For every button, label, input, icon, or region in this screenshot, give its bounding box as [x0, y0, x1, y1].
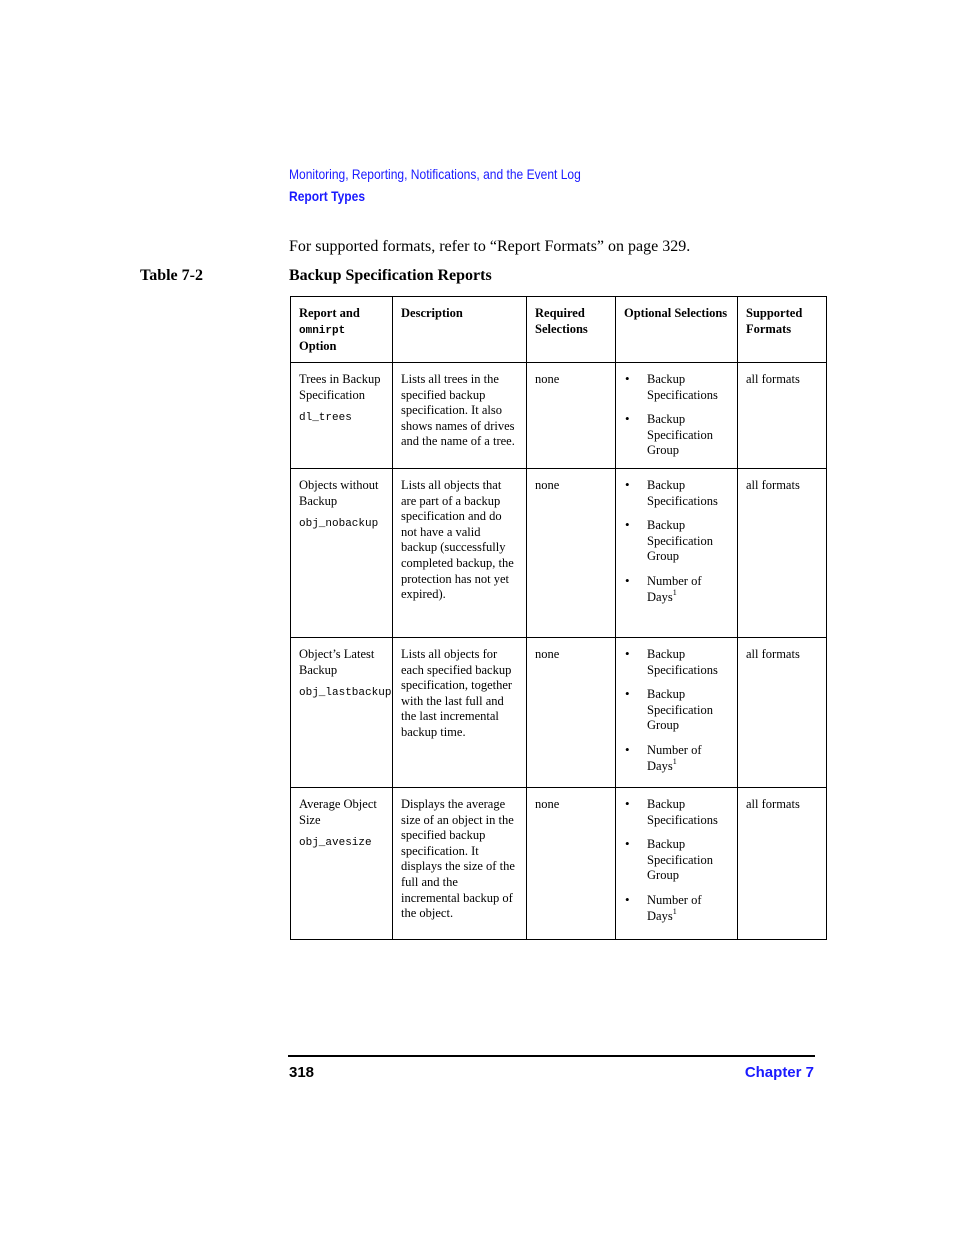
report-name-cell: [291, 469, 393, 638]
report-option-code: obj_avesize: [299, 837, 372, 850]
intro-paragraph: For supported formats, refer to “Report Formats” on page 329.: [289, 238, 691, 255]
optional-selection-text: Backup Specifications: [647, 372, 718, 402]
column-header-report-option: [291, 297, 393, 363]
optional-selections-list: [624, 478, 729, 605]
required-selections-cell: none: [527, 788, 616, 940]
footnote-marker: 1: [672, 587, 677, 597]
supported-formats-cell: all formats: [738, 638, 827, 788]
report-option-code: dl_trees: [299, 412, 352, 425]
optional-selections-cell: [616, 469, 738, 638]
table-row: [291, 469, 827, 638]
table-row: [291, 638, 827, 788]
optional-selection-text: Backup Specifications: [647, 647, 718, 677]
optional-selections-cell: [616, 638, 738, 788]
report-name-cell: [291, 638, 393, 788]
bullet-icon: •: [625, 477, 630, 492]
column-header-description: Description: [393, 297, 527, 363]
report-name: Object’s Latest Backup: [299, 647, 375, 677]
optional-selections-list: [624, 797, 729, 924]
optional-selection-text: Number of Days: [647, 573, 702, 604]
footnote-marker: 1: [672, 756, 677, 766]
optional-selection-text: Backup Specification Group: [647, 412, 713, 458]
footer-rule: [288, 1055, 815, 1057]
report-name-cell: [291, 788, 393, 940]
description-cell: Lists all objects for each specified backup specification, together with the last full and the last incremental backup time.: [393, 638, 527, 788]
column-header-report-line1: Report and: [299, 306, 360, 320]
column-header-report-command: omnirpt: [299, 324, 346, 337]
report-name: Average Object Size: [299, 797, 377, 827]
description-cell: Lists all objects that are part of a backup specification and do not have a valid backup (successfully completed backup, the protection has not yet expired).: [393, 469, 527, 638]
report-name: Objects without Backup: [299, 478, 379, 508]
list-item: [624, 574, 729, 605]
list-item: [624, 647, 729, 678]
table-row: [291, 363, 827, 469]
list-item: [624, 893, 729, 924]
running-header-section-title[interactable]: Report Types: [289, 188, 366, 204]
list-item: [624, 412, 729, 459]
optional-selection-text: Backup Specifications: [647, 797, 718, 827]
footnote-marker: 1: [672, 906, 677, 916]
bullet-icon: •: [625, 646, 630, 661]
report-option-code: obj_nobackup: [299, 518, 379, 531]
running-header-chapter-title[interactable]: Monitoring, Reporting, Notifications, and the Event Log: [289, 166, 581, 182]
table-title: Backup Specification Reports: [289, 267, 492, 284]
list-item: [624, 518, 729, 565]
optional-selections-list: [624, 647, 729, 774]
bullet-icon: •: [625, 371, 630, 386]
bullet-icon: •: [625, 741, 630, 757]
list-item: [624, 687, 729, 734]
optional-selections-cell: [616, 788, 738, 940]
table-header-row: [291, 297, 827, 363]
bullet-icon: •: [625, 891, 630, 907]
supported-formats-cell: all formats: [738, 788, 827, 940]
report-option-code: obj_lastbackup: [299, 687, 392, 700]
optional-selection-text: Backup Specification Group: [647, 837, 713, 883]
optional-selection-text: Backup Specifications: [647, 478, 718, 508]
table-row: [291, 788, 827, 940]
column-header-report-line3: Option: [299, 339, 337, 354]
bullet-icon: •: [625, 572, 630, 588]
optional-selection-text: Number of Days: [647, 742, 702, 773]
required-selections-cell: none: [527, 363, 616, 469]
column-header-supported-formats: Supported Formats: [738, 297, 827, 363]
chapter-link[interactable]: Chapter 7: [744, 1064, 814, 1081]
list-item: [624, 837, 729, 884]
supported-formats-cell: all formats: [738, 469, 827, 638]
bullet-icon: •: [625, 796, 630, 811]
optional-selections-cell: [616, 363, 738, 469]
report-name: Trees in Backup Specification: [299, 372, 381, 402]
column-header-optional-selections: Optional Selections: [616, 297, 738, 363]
supported-formats-cell: all formats: [738, 363, 827, 469]
optional-selection-text: Backup Specification Group: [647, 687, 713, 733]
bullet-icon: •: [625, 686, 630, 702]
page-number: 318: [289, 1064, 315, 1081]
description-cell: Lists all trees in the specified backup specification. It also shows names of drives and the name of a tree.: [393, 363, 527, 469]
list-item: [624, 372, 729, 403]
list-item: [624, 743, 729, 774]
backup-specification-reports-table: [290, 296, 827, 940]
list-item: [624, 478, 729, 509]
table-label: Table 7-2: [140, 267, 203, 284]
column-header-required-selections: Required Selections: [527, 297, 616, 363]
report-name-cell: [291, 363, 393, 469]
required-selections-cell: none: [527, 469, 616, 638]
optional-selections-list: [624, 372, 729, 459]
bullet-icon: •: [625, 517, 630, 533]
required-selections-cell: none: [527, 638, 616, 788]
bullet-icon: •: [625, 836, 630, 852]
optional-selection-text: Number of Days: [647, 892, 702, 923]
bullet-icon: •: [625, 411, 630, 427]
description-cell: Displays the average size of an object in the specified backup specification. It displays the size of the full and the incremental backup of the object.: [393, 788, 527, 940]
list-item: [624, 797, 729, 828]
optional-selection-text: Backup Specification Group: [647, 518, 713, 564]
